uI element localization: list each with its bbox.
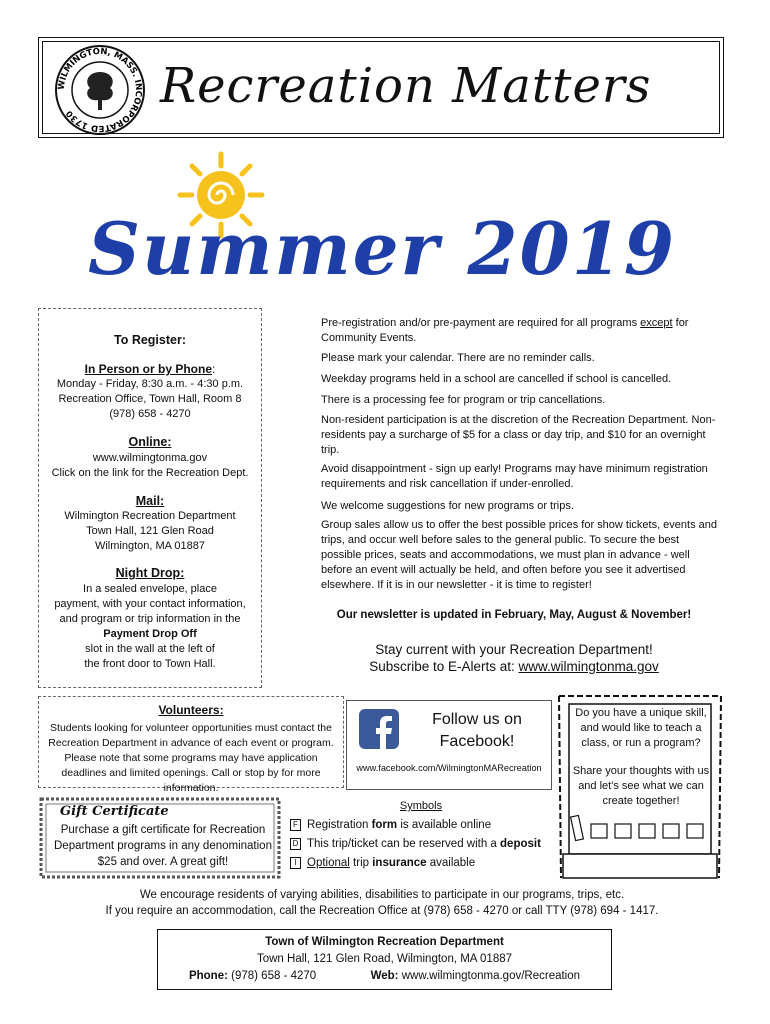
facebook-url[interactable]: www.facebook.com/WilmingtonMARecreation	[356, 763, 542, 773]
e-alerts-link[interactable]: www.wilmingtonma.gov	[518, 659, 659, 674]
policy-group-sales: Group sales allow us to offer the best possible prices for show tickets, events and trips, and occur well before sales to the general public. To secure the best possible prices, seats and accommodations, we must plan in advance - well before an event will actually be held, and often before you see it advertised elsewhere. If it is in our newsletter - it is time to register!	[321, 519, 717, 591]
volunteers-heading: Volunteers:	[158, 703, 224, 717]
online-heading: Online:	[128, 435, 172, 449]
symbol-row-deposit: D This trip/ticket can be reserved with a deposit	[290, 835, 552, 854]
mail-line-2: Town Hall, 121 Glen Road	[86, 525, 214, 537]
footer-contact	[157, 929, 612, 990]
symbols-heading: Symbols	[399, 800, 443, 812]
facebook-follow: Follow us on Facebook!	[432, 711, 522, 750]
policy-fee: There is a processing fee for program or trip cancellations.	[321, 394, 606, 406]
deposit-icon: D	[290, 838, 301, 850]
newsletter-title: Recreation Matters	[160, 58, 652, 114]
symbol-row-form: F Registration form is available online	[290, 816, 552, 835]
newsletter-schedule: Our newsletter is updated in February, May, August & November!	[336, 609, 692, 621]
in-person-line-2: Recreation Office, Town Hall, Room 8	[58, 393, 242, 405]
policy-calendar: Please mark your calendar. There are no reminder calls.	[321, 352, 595, 364]
in-person-heading: In Person or by Phone	[84, 362, 212, 376]
night-drop-line-6: the front door to Town Hall.	[84, 658, 216, 670]
stay-line-2: Subscribe to E-Alerts at: www.wilmingtonma.gov	[369, 659, 659, 674]
footer-phone: (978) 658 - 4270	[231, 970, 317, 982]
mail-line-1: Wilmington Recreation Department	[64, 510, 236, 522]
online-instruction: Click on the link for the Recreation Dept.	[51, 467, 249, 479]
symbols-legend	[290, 800, 552, 873]
policy-suggestions: We welcome suggestions for new programs or trips.	[321, 500, 574, 512]
footer-web[interactable]: www.wilmingtonma.gov/Recreation	[401, 970, 581, 982]
night-drop-line-1: In a sealed envelope, place	[83, 583, 217, 595]
symbol-row-insurance: I Optional trip insurance available	[290, 854, 552, 873]
facebook-icon[interactable]	[359, 709, 399, 749]
footer-contact-line: Phone: (978) 658 - 4270 Web: www.wilmingtonma.gov/Recreation	[188, 970, 581, 982]
online-url[interactable]: www.wilmingtonma.gov	[92, 452, 208, 464]
mail-heading: Mail:	[135, 494, 165, 508]
accessibility-notice	[38, 887, 726, 919]
policy-signup: Avoid disappointment - sign up early! Programs may have minimum registration requirements and risk cancellation if under-enrolled.	[321, 463, 708, 490]
night-drop-line-2: payment, with your contact information,	[54, 598, 246, 610]
night-drop-heading: Night Drop:	[115, 566, 185, 580]
form-icon: F	[290, 819, 301, 831]
gift-certificate	[38, 796, 282, 880]
summer-banner: Summer 2019	[88, 206, 676, 291]
stay-line-1: Stay current with your Recreation Department!	[375, 642, 653, 657]
payment-drop-off: Payment Drop Off	[103, 628, 197, 640]
volunteers-box	[38, 696, 344, 794]
mail-line-3: Wilmington, MA 01887	[94, 540, 206, 552]
town-seal-icon	[52, 42, 148, 138]
facebook-box	[346, 700, 552, 790]
insurance-icon: I	[290, 857, 301, 869]
gift-text: Purchase a gift certificate for Recreation Department programs in any denomination $25 and over. A great gift!	[54, 824, 272, 868]
night-drop-line-5: slot in the wall at the left of	[85, 643, 215, 655]
registration-box: To Register: In Person or by Phone: Monday - Friday, 8:30 a.m. - 4:30 p.m. Recreation Office, Town Hall, Room 8 (978) 658 - 4270 Online: www.wilmingtonma.gov Click on the link for the Recreation Dept. Mail: Wilmington Recreation Department Town Hall, 121 Glen Road Wilmington, MA 01887 Night Drop: In a sealed envelope, place payment, with your contact information, and program or trip information in the Payment Drop Off slot in the wall at the left of the front door to Town Hall.	[38, 308, 262, 688]
seal-text: WILMINGTON, MASS. INCORPORATED 1730	[56, 46, 144, 134]
gift-heading: Gift Certificate	[60, 804, 169, 819]
policy-prepayment: Pre-registration and/or pre-payment are required for all programs except for Community Events.	[321, 317, 689, 344]
policy-nonresident: Non-resident participation is at the discretion of the Recreation Department. Non-residents pay a surcharge of $5 for a class or day trip, and $10 for an overnight trip.	[321, 414, 716, 456]
accessibility-line-1: We encourage residents of varying abilities, disabilities to participate in our programs, trips, etc.	[139, 889, 625, 901]
in-person-line-1: Monday - Friday, 8:30 a.m. - 4:30 p.m.	[56, 378, 244, 390]
idea-question: Do you have a unique skill, and would like to teach a class, or run a program?	[575, 707, 707, 749]
stay-current	[304, 641, 724, 675]
in-person-line-3: (978) 658 - 4270	[109, 408, 191, 420]
idea-box	[555, 690, 725, 884]
footer-title: Town of Wilmington Recreation Department	[265, 936, 504, 948]
policy-weekday: Weekday programs held in a school are cancelled if school is cancelled.	[321, 373, 672, 385]
register-heading: To Register:	[114, 333, 186, 347]
volunteers-text: Students looking for volunteer opportunities must contact the Recreation Department in advance of each event or program. Please note that some programs may have application deadlines and limited openings. Call or stop by for more information.	[48, 722, 334, 794]
idea-answer: Share your thoughts with us and let's see what we can create together!	[572, 765, 710, 807]
accessibility-line-2: If you require an accommodation, call the Recreation Office at (978) 658 - 4270 or call TTY (978) 694 - 1417.	[105, 905, 659, 917]
footer-address: Town Hall, 121 Glen Road, Wilmington, MA 01887	[256, 953, 513, 965]
night-drop-line-3: and program or trip information in the	[59, 613, 241, 625]
